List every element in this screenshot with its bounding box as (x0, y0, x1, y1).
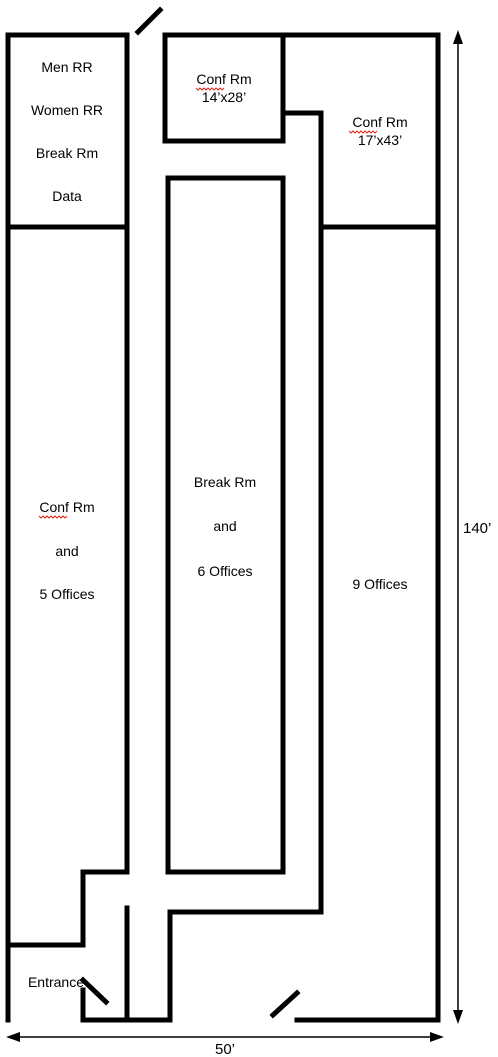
left-wing-label-line1: Conf Rm (39, 499, 95, 515)
entrance-door (83, 980, 106, 1002)
break-rm-label: Break Rm (35, 145, 99, 161)
conf-room-small-size: 14’x28’ (201, 89, 247, 105)
height-dimension-label: 140’ (463, 520, 492, 537)
center-core-label-line1: Break Rm (193, 474, 257, 490)
walls (8, 10, 438, 1020)
entrance-label: Entrance (27, 974, 85, 990)
squiggle-conf-left (39, 516, 67, 518)
left-wing-label-line3: 5 Offices (39, 586, 95, 602)
width-dimension-label: 50’ (214, 1041, 236, 1057)
room-labels (28, 59, 408, 990)
conf-room-large-size: 17’x43’ (357, 132, 403, 148)
bottom-right-door (273, 993, 297, 1015)
width-arrow-left (6, 1032, 20, 1042)
center-core-label-line3: 6 Offices (197, 563, 253, 579)
center-core-label-line2: and (213, 518, 237, 534)
left-wing-label-line2: and (55, 543, 79, 559)
conf-room-small-name: Conf Rm (196, 71, 252, 87)
right-wing-label: 9 Offices (352, 576, 408, 592)
data-room-label: Data (52, 188, 82, 204)
height-dimension (453, 30, 491, 1024)
width-arrow-right (430, 1032, 444, 1042)
women-rr-label: Women RR (30, 102, 104, 118)
height-arrow-top (453, 30, 463, 44)
width-dimension (6, 1032, 444, 1057)
conf-room-large-name: Conf Rm (352, 114, 408, 130)
men-rr-label: Men RR (41, 59, 93, 75)
conf-room-large-wall (283, 113, 438, 227)
right-corridor-wall (170, 227, 321, 1020)
top-left-door (138, 10, 160, 32)
height-arrow-bottom (453, 1010, 463, 1024)
